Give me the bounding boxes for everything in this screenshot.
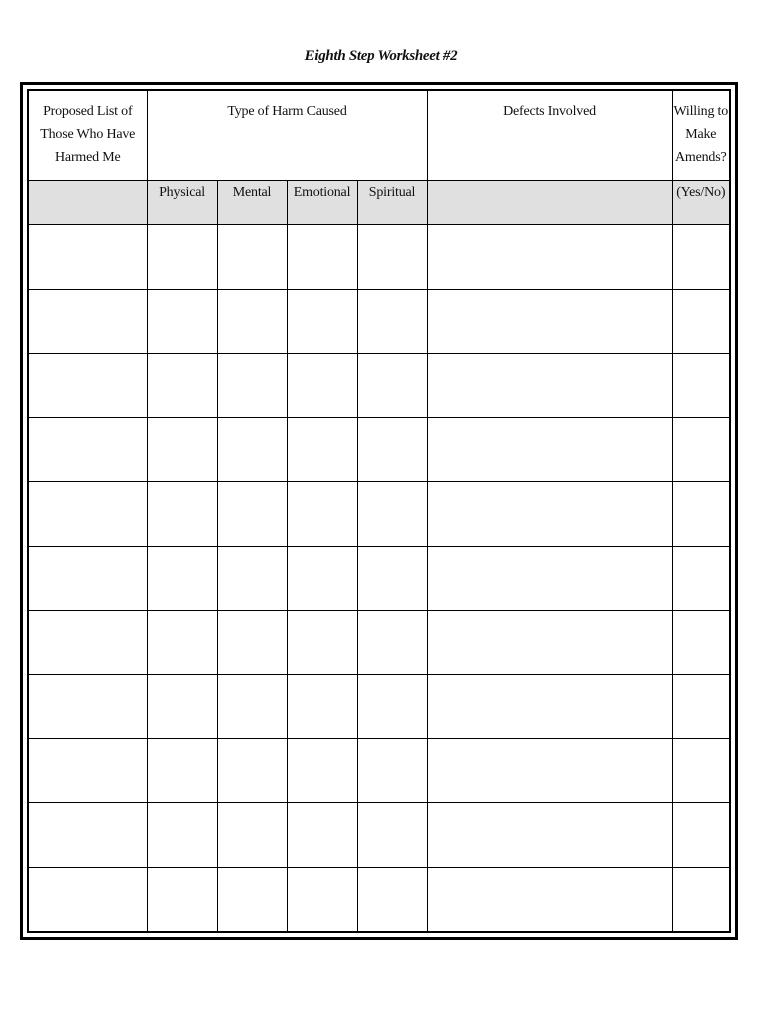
cell-emotional[interactable] xyxy=(287,225,357,289)
cell-willing[interactable] xyxy=(672,675,730,739)
cell-emotional[interactable] xyxy=(287,418,357,482)
header-proposed-list xyxy=(28,90,147,181)
cell-mental[interactable] xyxy=(217,289,287,353)
cell-emotional[interactable] xyxy=(287,867,357,932)
cell-mental[interactable] xyxy=(217,418,287,482)
cell-physical[interactable] xyxy=(147,482,217,546)
cell-willing[interactable] xyxy=(672,482,730,546)
cell-mental[interactable] xyxy=(217,225,287,289)
header-type-of-harm-label: Type of Harm Caused xyxy=(227,104,347,119)
header-willing-to-make-amends xyxy=(672,90,730,181)
cell-spiritual[interactable] xyxy=(357,867,427,932)
subheader-mental: Mental xyxy=(217,181,287,225)
cell-willing[interactable] xyxy=(672,739,730,803)
cell-person-name[interactable] xyxy=(28,418,147,482)
cell-defects[interactable] xyxy=(427,867,672,932)
cell-physical[interactable] xyxy=(147,803,217,867)
cell-mental[interactable] xyxy=(217,610,287,674)
subheader-yes-no: (Yes/No) xyxy=(672,181,730,225)
table-row xyxy=(28,867,730,932)
cell-emotional[interactable] xyxy=(287,803,357,867)
cell-mental[interactable] xyxy=(217,867,287,932)
cell-physical[interactable] xyxy=(147,546,217,610)
table-row xyxy=(28,289,730,353)
cell-defects[interactable] xyxy=(427,225,672,289)
cell-willing[interactable] xyxy=(672,546,730,610)
cell-willing[interactable] xyxy=(672,225,730,289)
cell-spiritual[interactable] xyxy=(357,803,427,867)
cell-mental[interactable] xyxy=(217,803,287,867)
header-proposed-list-label: Proposed List of Those Who Have Harmed Me xyxy=(40,104,136,165)
cell-defects[interactable] xyxy=(427,739,672,803)
table-row xyxy=(28,482,730,546)
subheader-blank xyxy=(28,181,147,225)
cell-physical[interactable] xyxy=(147,418,217,482)
cell-spiritual[interactable] xyxy=(357,739,427,803)
cell-defects[interactable] xyxy=(427,418,672,482)
cell-person-name[interactable] xyxy=(28,225,147,289)
cell-emotional[interactable] xyxy=(287,353,357,417)
worksheet-table xyxy=(27,89,731,933)
cell-spiritual[interactable] xyxy=(357,418,427,482)
cell-physical[interactable] xyxy=(147,610,217,674)
cell-mental[interactable] xyxy=(217,482,287,546)
table-row xyxy=(28,610,730,674)
cell-person-name[interactable] xyxy=(28,610,147,674)
cell-defects[interactable] xyxy=(427,482,672,546)
cell-willing[interactable] xyxy=(672,418,730,482)
cell-person-name[interactable] xyxy=(28,353,147,417)
cell-physical[interactable] xyxy=(147,353,217,417)
table-row xyxy=(28,675,730,739)
subheader-physical: Physical xyxy=(147,181,217,225)
cell-defects[interactable] xyxy=(427,803,672,867)
cell-person-name[interactable] xyxy=(28,739,147,803)
subheader-row xyxy=(28,181,730,225)
cell-willing[interactable] xyxy=(672,353,730,417)
cell-willing[interactable] xyxy=(672,289,730,353)
cell-spiritual[interactable] xyxy=(357,610,427,674)
subheader-spiritual: Spiritual xyxy=(357,181,427,225)
cell-emotional[interactable] xyxy=(287,482,357,546)
cell-willing[interactable] xyxy=(672,803,730,867)
table-row xyxy=(28,739,730,803)
cell-physical[interactable] xyxy=(147,739,217,803)
table-row xyxy=(28,546,730,610)
cell-spiritual[interactable] xyxy=(357,482,427,546)
cell-defects[interactable] xyxy=(427,675,672,739)
table-row xyxy=(28,418,730,482)
cell-spiritual[interactable] xyxy=(357,225,427,289)
cell-mental[interactable] xyxy=(217,353,287,417)
cell-person-name[interactable] xyxy=(28,803,147,867)
cell-spiritual[interactable] xyxy=(357,289,427,353)
cell-person-name[interactable] xyxy=(28,289,147,353)
cell-person-name[interactable] xyxy=(28,675,147,739)
cell-willing[interactable] xyxy=(672,610,730,674)
cell-defects[interactable] xyxy=(427,546,672,610)
cell-spiritual[interactable] xyxy=(357,546,427,610)
cell-emotional[interactable] xyxy=(287,546,357,610)
cell-spiritual[interactable] xyxy=(357,353,427,417)
subheader-defects-blank xyxy=(427,181,672,225)
cell-willing[interactable] xyxy=(672,867,730,932)
header-defects-involved-label: Defects Involved xyxy=(503,104,596,119)
cell-physical[interactable] xyxy=(147,867,217,932)
cell-person-name[interactable] xyxy=(28,867,147,932)
cell-mental[interactable] xyxy=(217,675,287,739)
cell-defects[interactable] xyxy=(427,610,672,674)
worksheet-title: Eighth Step Worksheet #2 xyxy=(304,48,458,64)
cell-emotional[interactable] xyxy=(287,610,357,674)
cell-defects[interactable] xyxy=(427,353,672,417)
cell-emotional[interactable] xyxy=(287,675,357,739)
worksheet-frame xyxy=(20,82,738,940)
header-row xyxy=(28,90,730,181)
header-willing-label: Willing to Make Amends? xyxy=(673,104,729,165)
cell-mental[interactable] xyxy=(217,546,287,610)
table-row xyxy=(28,353,730,417)
cell-physical[interactable] xyxy=(147,675,217,739)
cell-defects[interactable] xyxy=(427,289,672,353)
table-row xyxy=(28,803,730,867)
cell-spiritual[interactable] xyxy=(357,675,427,739)
cell-emotional[interactable] xyxy=(287,289,357,353)
cell-emotional[interactable] xyxy=(287,739,357,803)
cell-physical[interactable] xyxy=(147,225,217,289)
cell-physical[interactable] xyxy=(147,289,217,353)
header-defects-involved xyxy=(427,90,672,181)
subheader-emotional: Emotional xyxy=(287,181,357,225)
cell-person-name[interactable] xyxy=(28,546,147,610)
header-type-of-harm xyxy=(147,90,427,181)
cell-mental[interactable] xyxy=(217,739,287,803)
cell-person-name[interactable] xyxy=(28,482,147,546)
table-row xyxy=(28,225,730,289)
